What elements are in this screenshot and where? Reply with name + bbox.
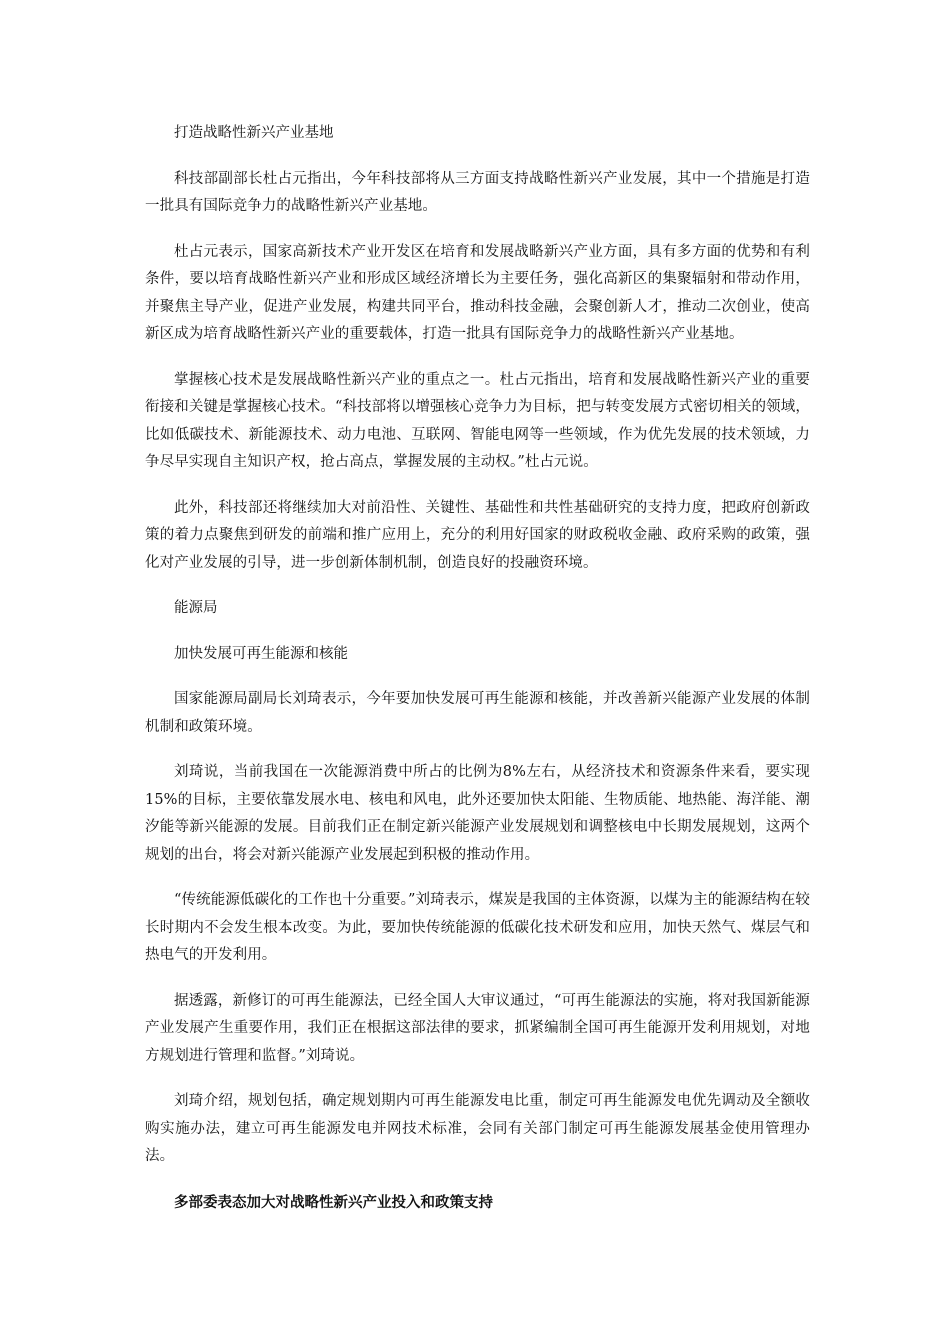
bold-heading: 多部委表态加大对战略性新兴产业投入和政策支持 xyxy=(174,1193,493,1211)
section-heading: 能源局 xyxy=(174,600,218,616)
paragraph: 杜占元表示，国家高新技术产业开发区在培育和发展战略新兴产业方面，具有多方面的优势和有利条件，要以培育战略性新兴产业和形成区域经济增长为主要任务，强化高新区的集聚辐射和带动作用，并聚焦主导产业，促进产业发展，构建共同平台，推动科技金融，会聚创新人才，推动二次创业，使高新区成为培育战略性新兴产业的重要载体，打造一批具有国际竞争力的战略性新兴产业基地。 xyxy=(145,243,810,342)
paragraph: “传统能源低碳化的工作也十分重要。”刘琦表示，煤炭是我国的主体资源，以煤为主的能源结构在较长时期内不会发生根本改变。为此，要加快传统能源的低碳化技术研发和应用，加快天然气、煤层气和热电气的开发利用。 xyxy=(145,892,810,963)
document-body xyxy=(145,120,810,1234)
paragraph: 科技部副部长杜占元指出，今年科技部将从三方面支持战略性新兴产业发展，其中一个措施是打造一批具有国际竞争力的战略性新兴产业基地。 xyxy=(145,170,810,214)
paragraph: 掌握核心技术是发展战略性新兴产业的重点之一。杜占元指出，培育和发展战略性新兴产业的重要衔接和关键是掌握核心技术。“科技部将以增强核心竞争力为目标，把与转变发展方式密切相关的领域，比如低碳技术、新能源技术、动力电池、互联网、智能电网等一些领域，作为优先发展的技术领域，力争尽早实现自主知识产权，抢占高点，掌握发展的主动权。”杜占元说。 xyxy=(145,371,810,470)
paragraph: 刘琦说，当前我国在一次能源消费中所占的比例为8%左右，从经济技术和资源条件来看，要实现15%的目标，主要依靠发展水电、核电和风电，此外还要加快太阳能、生物质能、地热能、海洋能、潮汐能等新兴能源的发展。目前我们正在制定新兴能源产业发展规划和调整核电中长期发展规划，这两个规划的出台，将会对新兴能源产业发展起到积极的推动作用。 xyxy=(145,764,810,863)
paragraph: 国家能源局副局长刘琦表示，今年要加快发展可再生能源和核能，并改善新兴能源产业发展的体制机制和政策环境。 xyxy=(145,691,810,735)
paragraph: 此外，科技部还将继续加大对前沿性、关键性、基础性和共性基础研究的支持力度，把政府创新政策的着力点聚焦到研发的前端和推广应用上，充分的利用好国家的财政税收金融、政府采购的政策，强化对产业发展的引导，进一步创新体制机制，创造良好的投融资环境。 xyxy=(145,499,810,571)
section-heading: 打造战略性新兴产业基地 xyxy=(174,125,334,141)
paragraph: 刘琦介绍，规划包括，确定规划期内可再生能源发电比重，制定可再生能源发电优先调动及全额收购实施办法，建立可再生能源发电并网技术标准，会同有关部门制定可再生能源发展基金使用管理办法。 xyxy=(145,1093,810,1164)
section-heading: 加快发展可再生能源和核能 xyxy=(174,645,348,662)
paragraph: 据透露，新修订的可再生能源法，已经全国人大审议通过，“可再生能源法的实施，将对我国新能源产业发展产生重要作用，我们正在根据这部法律的要求，抓紧编制全国可再生能源开发利用规划，对地方规划进行管理和监督。”刘琦说。 xyxy=(145,992,810,1064)
